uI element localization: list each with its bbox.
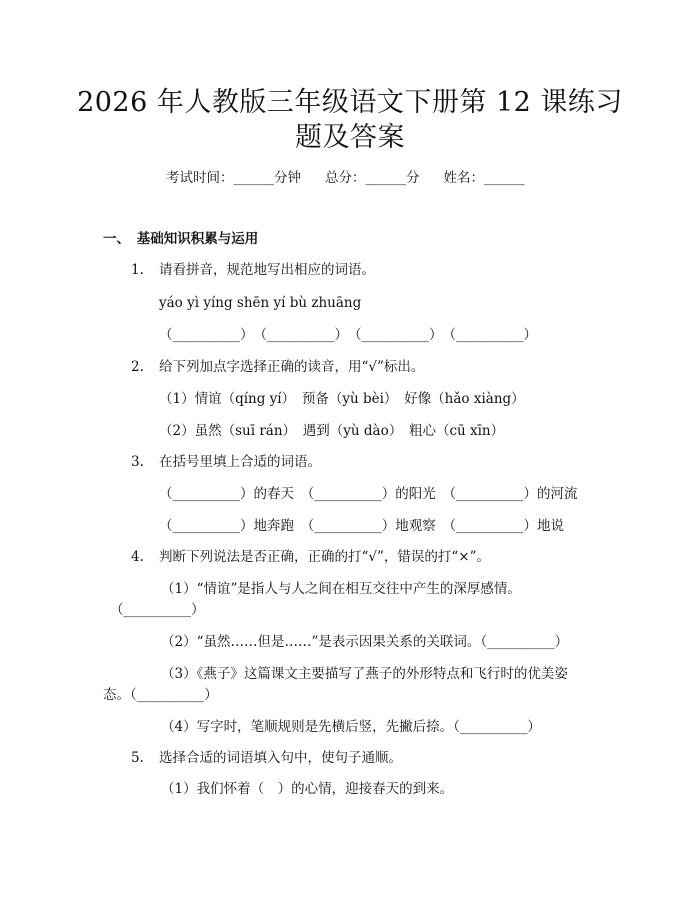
question-4-statement-2: （2）“虽然……但是……”是表示因果关系的关联词。（__________） <box>161 634 569 650</box>
question-number: 5. <box>131 750 144 766</box>
question-2-line-2: （2）虽然（suī rán） 遇到（yù dào） 粗心（cū xīn） <box>159 423 505 439</box>
question-4 <box>131 547 490 567</box>
question-2-line-1: （1）情谊（qíng yí） 预备（yù bèi） 好像（hǎo xiàng） <box>159 391 525 407</box>
question-3 <box>131 452 321 472</box>
question-number: 3. <box>131 454 144 470</box>
question-4-statement-1-blank: （__________） <box>110 602 205 618</box>
question-5-line-1: （1）我们怀着（ ）的心情，迎接春天的到来。 <box>161 781 454 797</box>
exam-total-score: 总分：______分 <box>325 170 420 186</box>
question-4-statement-1: （1）“情谊”是指人与人之间在相互交往中产生的深厚感情。 <box>161 581 521 597</box>
question-text: 选择合适的词语填入句中，使句子通顺。 <box>159 750 402 766</box>
question-5 <box>131 748 402 768</box>
section-heading-1: 一、 基础知识积累与运用 <box>103 231 259 247</box>
question-2 <box>131 357 424 377</box>
exam-time: 考试时间：______分钟 <box>166 170 301 186</box>
question-3-line-1: （__________）的春天 （__________）的阳光 （__________）的河流 <box>159 486 578 502</box>
question-3-line-2: （__________）地奔跑 （__________）地观察 （__________）地说 <box>159 518 564 534</box>
question-number: 1. <box>131 262 144 278</box>
question-text: 给下列加点字选择正确的读音，用“√”标出。 <box>159 359 425 375</box>
exam-name: 姓名：______ <box>443 170 525 186</box>
question-text: 判断下列说法是否正确，正确的打“√”，错误的打“×”。 <box>159 549 491 565</box>
question-4-statement-4: （4）写字时，笔顺规则是先横后竖，先撇后捺。（__________） <box>161 719 541 735</box>
exam-meta <box>166 168 525 188</box>
question-1 <box>131 260 375 280</box>
question-1-pinyin: yáo yì yíng shēn yí bù zhuāng <box>159 295 362 311</box>
question-4-statement-3-cont: 态。（__________） <box>103 687 218 703</box>
question-text: 请看拼音，规范地写出相应的词语。 <box>159 262 375 278</box>
question-number: 2. <box>131 359 144 375</box>
question-number: 4. <box>131 549 144 565</box>
document-title-line-2: 题及答案 <box>295 122 405 153</box>
question-text: 在括号里填上合适的词语。 <box>159 454 321 470</box>
question-1-blanks: （__________） （__________） （__________） （__________） <box>159 327 537 343</box>
question-4-statement-3: （3）《燕子》这篇课文主要描写了燕子的外形特点和飞行时的优美姿 <box>161 666 568 682</box>
document-title-line-1: 2026 年人教版三年级语文下册第 12 课练习 <box>77 87 623 118</box>
